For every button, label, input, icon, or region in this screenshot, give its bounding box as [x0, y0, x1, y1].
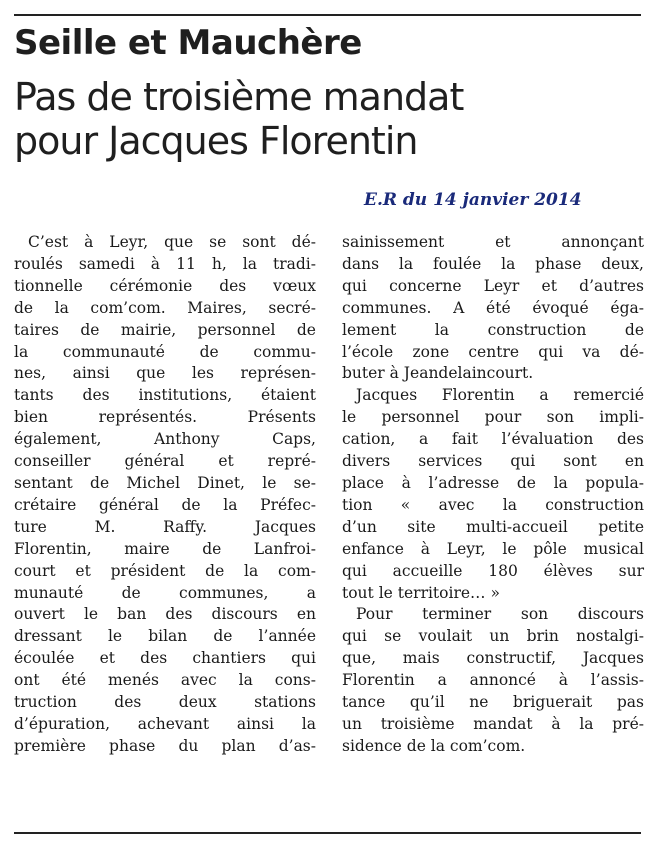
text-line: enfance à Leyr, le pôle musical	[342, 539, 644, 558]
text-line: première phase du plan d’as-	[14, 736, 316, 755]
text-line: lement la construction de	[342, 320, 644, 339]
text-line: sainissement et annonçant	[342, 233, 644, 251]
text-line: ouvert le ban des discours en	[14, 605, 316, 624]
headline-line: Pas de troisième mandat	[14, 75, 464, 119]
text-line: Florentin a annoncé à l’assis-	[342, 671, 644, 690]
text-line: un troisième mandat à la pré-	[342, 714, 644, 733]
text-line: qui se voulait un brin nostalgi-	[342, 627, 644, 646]
text-line: Pour terminer son discours	[356, 605, 644, 624]
text-line: sentant de Michel Dinet, le se-	[14, 473, 316, 492]
bottom-rule	[14, 832, 641, 834]
text-line: place à l’adresse de la popula-	[342, 473, 644, 492]
top-rule	[14, 14, 641, 16]
article-headline	[14, 75, 634, 163]
text-line: cation, a fait l’évaluation des	[342, 430, 644, 449]
text-line: C’est à Leyr, que se sont dé-	[28, 233, 316, 251]
text-line: qui concerne Leyr et d’autres	[342, 276, 644, 295]
text-line: bien représentés. Présents	[14, 408, 316, 427]
text-line: Florentin, maire de Lanfroi-	[14, 539, 316, 558]
text-line: crétaire général de la Préfec-	[14, 495, 316, 514]
text-line: taires de mairie, personnel de	[14, 320, 316, 339]
text-line: Jacques Florentin a remercié	[356, 386, 644, 405]
text-line: tance qu’il ne briguerait pas	[342, 693, 644, 712]
article-column-right	[342, 232, 644, 758]
text-line: de la com’com. Maires, secré-	[14, 298, 316, 317]
text-line: que, mais constructif, Jacques	[342, 649, 644, 668]
text-line: roulés samedi à 11 h, la tradi-	[14, 254, 316, 273]
text-line: la communauté de commu-	[14, 342, 316, 361]
text-line: d’épuration, achevant ainsi la	[14, 714, 316, 733]
text-line: court et président de la com-	[14, 561, 316, 580]
text-line: le personnel pour son impli-	[342, 408, 644, 427]
text-line: dressant le bilan de l’année	[14, 627, 316, 646]
text-line: truction des deux stations	[14, 693, 316, 712]
text-line: tout le territoire… »	[342, 583, 500, 602]
text-line: qui accueille 180 élèves sur	[342, 561, 644, 580]
article-column-left	[14, 232, 316, 758]
text-line: dans la foulée la phase deux,	[342, 254, 644, 273]
text-line: divers services qui sont en	[342, 452, 644, 471]
headline-line: pour Jacques Florentin	[14, 119, 418, 163]
text-line: tionnelle cérémonie des vœux	[14, 276, 316, 295]
text-line: tion « avec la construction	[342, 495, 644, 514]
section-kicker: Seille et Mauchère	[14, 23, 362, 63]
text-line: munauté de communes, a	[14, 583, 316, 602]
text-line: ture M. Raffy. Jacques	[14, 517, 316, 536]
text-line: conseiller général et repré-	[14, 452, 316, 471]
text-line: d’un site multi-accueil petite	[342, 517, 644, 536]
text-line: écoulée et des chantiers qui	[14, 649, 316, 668]
source-annotation: E.R du 14 janvier 2014	[364, 190, 582, 210]
text-line: l’école zone centre qui va dé-	[342, 342, 644, 361]
text-line: communes. A été évoqué éga-	[342, 298, 644, 317]
text-line: tants des institutions, étaient	[14, 386, 316, 405]
text-line: également, Anthony Caps,	[14, 430, 316, 449]
text-line: ont été menés avec la cons-	[14, 671, 316, 690]
text-line: buter à Jeandelaincourt.	[342, 364, 534, 383]
text-line: nes, ainsi que les représen-	[14, 364, 316, 383]
text-line: sidence de la com’com.	[342, 736, 526, 755]
